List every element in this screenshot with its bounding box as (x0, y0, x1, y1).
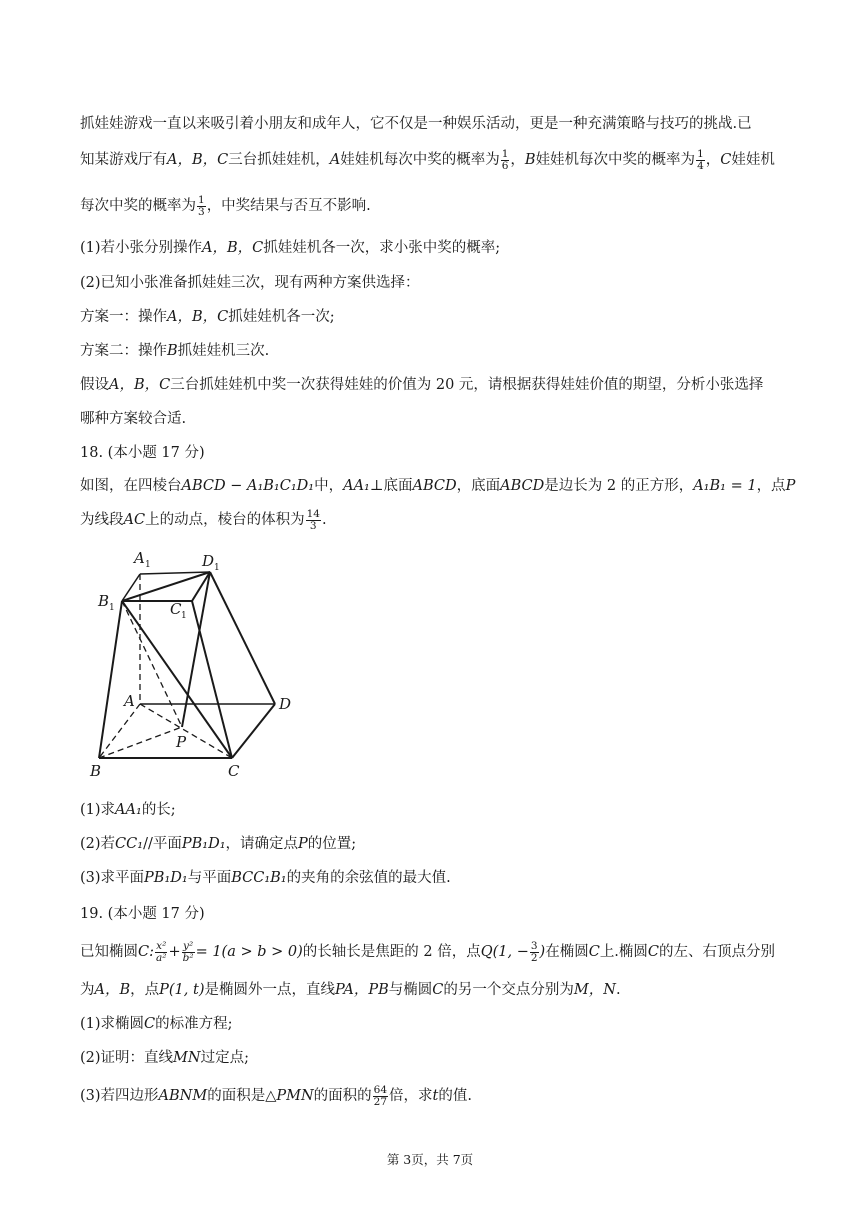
edge-C-D (232, 704, 275, 758)
label-B: B (90, 762, 102, 780)
fraction-1-4: $\frac{1}{4}$ (697, 147, 704, 172)
p17-question-2: (2)已知小张准备抓娃娃三次，现有两种方案供选择： (80, 275, 420, 291)
label-P: P (176, 733, 187, 751)
hidden-edge-B-D (99, 727, 182, 758)
label-B1: B (98, 592, 110, 610)
svg-text:1: 1 (145, 560, 151, 570)
p17-assumption-cont: 哪种方案较合适. (80, 411, 187, 427)
p19-header: 19. (本小题 17 分) (80, 906, 205, 922)
p17-plan-1: 方案一：操作A，B，C抓娃娃机各一次; (80, 309, 335, 325)
edge-D1-D (210, 572, 275, 704)
p19-question-2: (2)证明：直线MN过定点; (80, 1050, 249, 1066)
p17-line-1: 抓娃娃游戏一直以来吸引着小朋友和成年人，它不仅是一种娱乐活动，更是一种充满策略与技巧的挑战.已 (80, 116, 752, 132)
p17-line-3: 每次中奖的概率为 $\frac{1}{3}$ ，中奖结果与否互不影响. (80, 193, 371, 218)
p17-plan-2: 方案二：操作B抓娃娃机三次. (80, 343, 270, 359)
p17-line-2: 知某游戏厅有A，B，C三台抓娃娃机，A娃娃机每次中奖的概率为 $\frac{1}{6}$ ，B娃娃机每次中奖的概率为 $\frac{1}{4}$ ，C娃娃机 (80, 147, 775, 172)
p18-line-1: 如图，在四棱台ABCD − A₁B₁C₁D₁中，AA₁⊥底面ABCD，底面ABCD是边长为 2 的正方形，A₁B₁ = 1，点P (80, 478, 796, 494)
label-D: D (279, 695, 292, 713)
label-A1: A (134, 549, 145, 567)
p17-question-1: (1)若小张分别操作A，B，C抓娃娃机各一次，求小张中奖的概率; (80, 240, 501, 256)
edge-B1-B (99, 601, 122, 758)
label-D1: D (202, 552, 215, 570)
label-C: C (228, 762, 240, 780)
svg-text:1: 1 (214, 563, 220, 573)
fraction-14-3: $\frac{14}{3}$ (306, 507, 320, 532)
p17-assumption: 假设A，B，C三台抓娃娃机中奖一次获得娃娃的价值为 20 元，请根据获得娃娃价值的期望，分析小张选择 (80, 377, 764, 393)
frustum-figure (82, 544, 312, 784)
p19-line-1: 已知椭圆C: $\frac{\text{x²}}{\text{a²}}$ + $\frac{\text{y²}}{\text{b²}}$ = 1(a > b > 0)的长轴长是焦距的 2 倍，点Q(1, − $\frac{3}{2}$ )在椭圆C上.椭圆C的左、右顶点分别 (80, 939, 776, 964)
p18-question-2: (2)若CC₁//平面PB₁D₁，请确定点P的位置; (80, 836, 357, 852)
svg-text:1: 1 (181, 611, 187, 621)
fraction-1-6: $\frac{1}{6}$ (501, 147, 509, 172)
p18-question-3: (3)求平面PB₁D₁与平面BCC₁B₁的夹角的余弦值的最大值. (80, 870, 451, 886)
edge-C1-C (192, 601, 232, 758)
p19-question-3: (3)若四边形ABNM的面积是△PMN的面积的 $\frac{64}{27}$ 倍，求t的值. (80, 1083, 472, 1108)
fraction-x2-a2: $\frac{\text{x²}}{\text{a²}}$ (155, 939, 167, 964)
p18-header: 18. (本小题 17 分) (80, 445, 205, 461)
label-A: A (124, 692, 135, 710)
p18-line-2: 为线段AC上的动点，棱台的体积为 $\frac{14}{3}$ . (80, 507, 327, 532)
fraction-y2-b2: $\frac{\text{y²}}{\text{b²}}$ (182, 939, 194, 964)
p19-line-2: 为A，B，点P(1, t)是椭圆外一点，直线PA，PB与椭圆C的另一个交点分别为M，N. (80, 982, 621, 998)
edge-B1-D1 (122, 572, 210, 601)
fraction-1-3: $\frac{1}{3}$ (198, 193, 205, 218)
label-C1: C (170, 600, 182, 618)
p19-question-1: (1)求椭圆C的标准方程; (80, 1016, 233, 1032)
edge-A1-D1 (140, 572, 210, 574)
fraction-3-2: $\frac{3}{2}$ (530, 939, 538, 964)
svg-text:1: 1 (109, 603, 115, 613)
fraction-64-27: $\frac{64}{27}$ (373, 1083, 388, 1108)
page-footer: 第 3页，共 7页 (386, 1152, 474, 1167)
p18-question-1: (1)求AA₁的长; (80, 802, 176, 818)
